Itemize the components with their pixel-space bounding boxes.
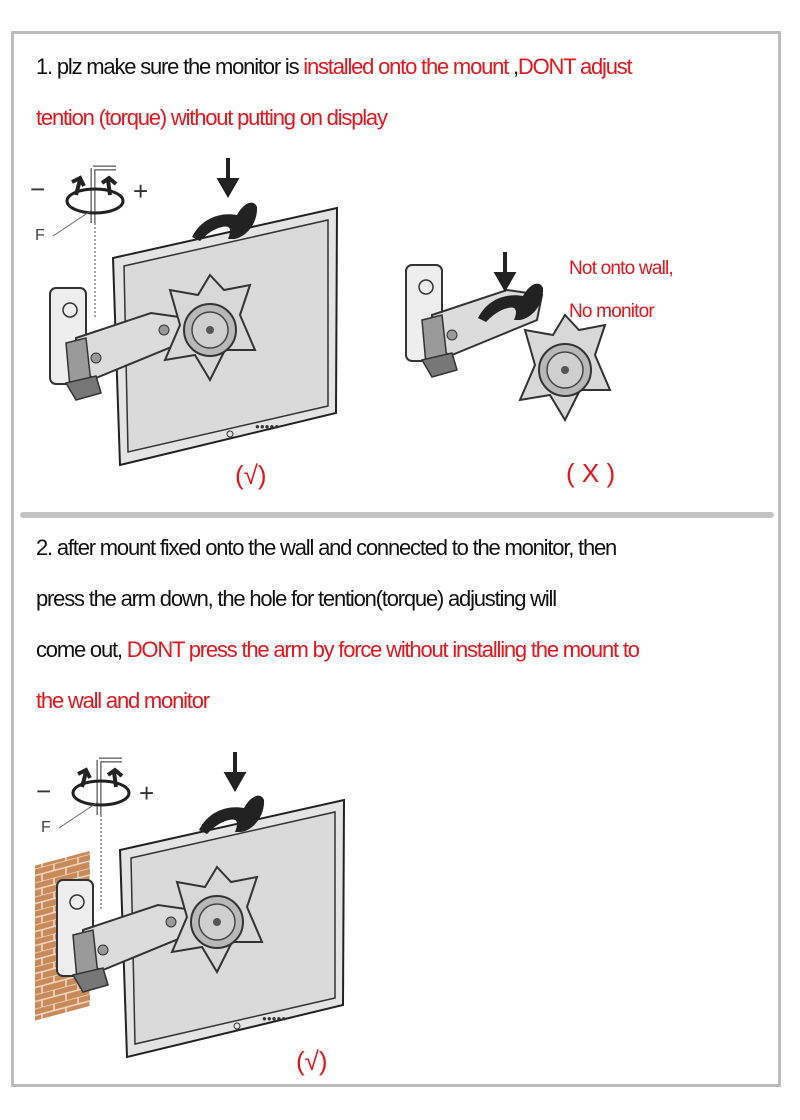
step1-comma: , — [508, 54, 518, 79]
svg-text:●●●●●: ●●●●● — [262, 1014, 287, 1023]
down-arrow-icon — [497, 252, 513, 288]
vesa-plate — [520, 315, 610, 420]
correct-check-mark: (√) — [235, 460, 267, 490]
correct-check-mark-2: (√) — [296, 1046, 328, 1076]
mount-arm — [406, 265, 542, 377]
plus-label: + — [139, 778, 155, 808]
minus-label: − — [36, 776, 52, 806]
step1-warning: installed onto the mount — [303, 54, 509, 79]
minus-label: − — [30, 174, 46, 204]
wrong-label-no-monitor: No monitor — [569, 301, 654, 322]
step1-text: 1. plz make sure the monitor is — [36, 54, 304, 79]
step2-text: come out, — [36, 637, 127, 662]
step2-line1: 2. after mount fixed onto the wall and connected to the monitor, then — [36, 535, 617, 560]
correct-install-illustration-1 — [30, 158, 337, 465]
down-arrow-icon — [227, 752, 243, 788]
down-arrow-icon — [220, 158, 236, 194]
step1-line2: tention (torque) without putting on display — [36, 105, 387, 130]
step1-warning2: DONT adjust — [517, 54, 632, 79]
correct-install-illustration-2 — [35, 752, 344, 1057]
force-label: F — [41, 819, 51, 836]
wrong-label-not-on-wall: Not onto wall, — [569, 258, 673, 279]
force-label: F — [35, 227, 45, 244]
wrong-x-mark: ( X ) — [566, 458, 616, 488]
svg-text:●●●●●: ●●●●● — [255, 422, 280, 431]
plus-label: + — [133, 176, 149, 206]
step2-line4: the wall and monitor — [36, 688, 209, 713]
step2-warning: DONT press the arm by force without installing the mount to — [126, 637, 639, 662]
step2-line2: press the arm down, the hole for tention(torque) adjusting will — [36, 586, 556, 611]
